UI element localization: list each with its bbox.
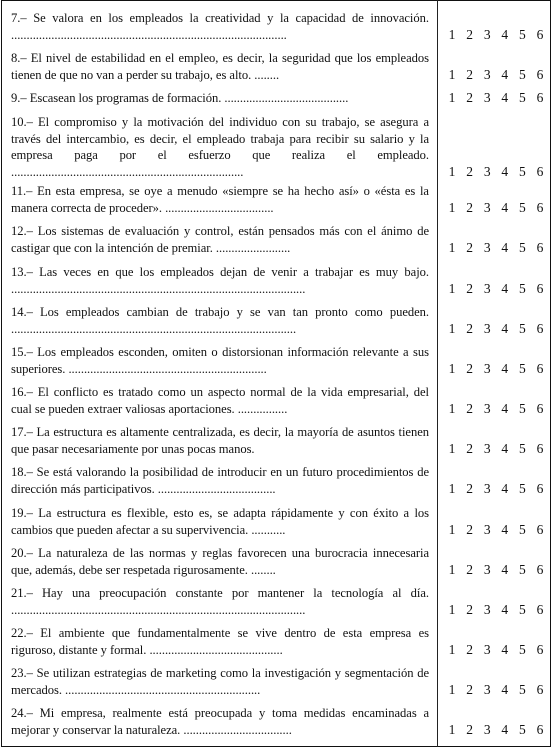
rating-option-1[interactable]: 1: [448, 440, 456, 456]
rating-scale: [446, 90, 546, 107]
rating-scale: [446, 441, 546, 458]
rating-option-5[interactable]: 5: [519, 26, 526, 42]
rating-option-1[interactable]: 1: [448, 681, 456, 697]
item-statement: El nivel de estabilidad en el empleo, es decir, la seguridad que los empleados tienen de que no van a perder su trabajo, es alto. ........: [11, 51, 429, 82]
rating-option-1[interactable]: 1: [448, 601, 456, 617]
item-statement: Escasean los programas de formación. ........................................: [29, 91, 349, 105]
item-text: [11, 10, 429, 43]
item-text: [11, 223, 429, 256]
rating-option-6[interactable]: 6: [536, 521, 544, 537]
rating-option-2[interactable]: 2: [466, 199, 473, 215]
item-statement: Hay una preocupación constante por mantener la tecnología al día. ...............................................................................................: [11, 586, 429, 617]
rating-option-5[interactable]: 5: [519, 199, 526, 215]
item-statement: El compromiso y la motivación del individuo con su trabajo, se asegura a través del intercambio, es decir, el empleado trabaja para recibir su salario y la empresa paga por el esfuerzo que realiza el empleado. ...........................................................................: [11, 115, 429, 179]
rating-option-6[interactable]: 6: [536, 26, 544, 42]
rating-option-4[interactable]: 4: [501, 239, 509, 255]
item-statement: Las veces en que los empleados dejan de venir a trabajar es muy bajo. ...............................................................................................: [11, 265, 429, 296]
rating-option-1[interactable]: 1: [448, 26, 456, 42]
rating-scale: [446, 642, 546, 659]
rating-option-5[interactable]: 5: [519, 681, 526, 697]
item-text: [11, 665, 429, 698]
rating-option-4[interactable]: 4: [501, 90, 509, 105]
rating-option-1[interactable]: 1: [448, 320, 456, 336]
rating-option-2[interactable]: 2: [466, 320, 473, 336]
rating-option-1[interactable]: 1: [448, 280, 456, 296]
item-number: 20.–: [11, 546, 39, 560]
rating-scale: [446, 240, 546, 257]
rating-option-4[interactable]: 4: [501, 561, 509, 577]
rating-option-3[interactable]: 3: [483, 163, 491, 179]
rating-option-3[interactable]: 3: [483, 601, 491, 617]
rating-option-6[interactable]: 6: [536, 199, 544, 215]
rating-option-4[interactable]: 4: [501, 280, 509, 296]
rating-option-2[interactable]: 2: [466, 280, 473, 296]
rating-option-3[interactable]: 3: [483, 26, 491, 42]
rating-option-1[interactable]: 1: [448, 480, 456, 496]
rating-option-6[interactable]: 6: [536, 681, 544, 697]
item-number: 21.–: [11, 586, 42, 600]
rating-option-2[interactable]: 2: [466, 440, 473, 456]
rating-scale: [446, 522, 546, 539]
rating-option-5[interactable]: 5: [519, 440, 526, 456]
rating-scale: [446, 401, 546, 418]
rating-option-3[interactable]: 3: [483, 440, 491, 456]
rating-option-1[interactable]: 1: [448, 641, 456, 657]
rating-scale: [446, 562, 546, 579]
item-text: [11, 304, 429, 337]
rating-option-3[interactable]: 3: [483, 360, 491, 376]
rating-option-3[interactable]: 3: [483, 400, 491, 416]
rating-option-5[interactable]: 5: [519, 400, 526, 416]
item-number: 24.–: [11, 706, 40, 720]
item-text: [11, 585, 429, 618]
rating-scale: [446, 67, 546, 84]
item-text: [11, 114, 429, 180]
rating-option-3[interactable]: 3: [483, 66, 491, 82]
rating-scale: [446, 361, 546, 378]
rating-option-2[interactable]: 2: [466, 66, 473, 82]
rating-option-5[interactable]: 5: [519, 561, 526, 577]
rating-option-6[interactable]: 6: [536, 400, 544, 416]
rating-option-5[interactable]: 5: [519, 66, 526, 82]
item-number: 10.–: [11, 115, 39, 129]
rating-option-2[interactable]: 2: [466, 239, 473, 255]
rating-option-5[interactable]: 5: [519, 360, 526, 376]
rating-option-5[interactable]: 5: [519, 521, 526, 537]
rating-option-6[interactable]: 6: [536, 561, 544, 577]
rating-option-3[interactable]: 3: [483, 721, 491, 737]
rating-option-5[interactable]: 5: [519, 320, 526, 336]
item-number: 15.–: [11, 345, 38, 359]
item-number: 14.–: [11, 305, 40, 319]
rating-option-3[interactable]: 3: [483, 90, 491, 105]
item-number: 17.–: [11, 425, 37, 439]
rating-scale: [446, 164, 546, 181]
item-statement: Los sistemas de evaluación y control, están pensados más con el ánimo de castigar que con la intención de premiar. ........................: [11, 224, 429, 255]
rating-option-4[interactable]: 4: [501, 199, 509, 215]
rating-scale: [446, 682, 546, 699]
rating-option-5[interactable]: 5: [519, 163, 526, 179]
item-statement: Se está valorando la posibilidad de introducir en un futuro procedimientos de dirección más participativos. ......................................: [11, 465, 429, 496]
rating-option-5[interactable]: 5: [519, 90, 526, 105]
rating-option-2[interactable]: 2: [466, 26, 473, 42]
rating-option-6[interactable]: 6: [536, 360, 544, 376]
rating-option-5[interactable]: 5: [519, 480, 526, 496]
rating-option-5[interactable]: 5: [519, 641, 526, 657]
rating-option-1[interactable]: 1: [448, 521, 456, 537]
rating-option-4[interactable]: 4: [501, 400, 509, 416]
item-text: [11, 625, 429, 658]
item-statement: Mi empresa, realmente está preocupada y toma medidas encaminadas a mejorar y conservar la naturaleza. ...................................: [11, 706, 429, 737]
item-statement: El conflicto es tratado como un aspecto normal de la vida empresarial, del cual se pueden extraer valiosas aportaciones. ................: [11, 385, 429, 416]
rating-option-2[interactable]: 2: [466, 90, 473, 105]
rating-option-1[interactable]: 1: [448, 561, 456, 577]
rating-option-3[interactable]: 3: [483, 480, 491, 496]
rating-option-4[interactable]: 4: [501, 641, 509, 657]
rating-scale: [446, 281, 546, 298]
rating-option-5[interactable]: 5: [519, 239, 526, 255]
rating-option-6[interactable]: 6: [536, 163, 544, 179]
rating-scale: [446, 200, 546, 217]
rating-option-5[interactable]: 5: [519, 601, 526, 617]
rating-option-6[interactable]: 6: [536, 721, 544, 737]
item-text: [11, 264, 429, 297]
rating-option-1[interactable]: 1: [448, 90, 456, 105]
rating-option-3[interactable]: 3: [483, 521, 491, 537]
rating-option-2[interactable]: 2: [466, 601, 473, 617]
rating-scale: [446, 27, 546, 44]
rating-scale: [446, 602, 546, 619]
rating-option-4[interactable]: 4: [501, 320, 509, 336]
item-text: [11, 90, 429, 107]
rating-option-5[interactable]: 5: [519, 721, 526, 737]
item-text: [11, 464, 429, 497]
rating-option-3[interactable]: 3: [483, 280, 491, 296]
item-number: 18.–: [11, 465, 37, 479]
rating-option-1[interactable]: 1: [448, 721, 456, 737]
rating-option-6[interactable]: 6: [536, 320, 544, 336]
rating-option-3[interactable]: 3: [483, 641, 491, 657]
item-statement: Se valora en los empleados la creatividad y la capacidad de innovación. .........................................................................................: [11, 11, 429, 42]
item-number: 9.–: [11, 91, 30, 105]
rating-option-4[interactable]: 4: [501, 360, 509, 376]
rating-option-4[interactable]: 4: [501, 163, 509, 179]
rating-option-4[interactable]: 4: [501, 521, 509, 537]
item-number: 23.–: [11, 666, 37, 680]
rating-option-2[interactable]: 2: [466, 681, 473, 697]
item-text: [11, 705, 429, 738]
rating-option-1[interactable]: 1: [448, 163, 456, 179]
rating-option-6[interactable]: 6: [536, 601, 544, 617]
rating-option-1[interactable]: 1: [448, 199, 456, 215]
rating-option-2[interactable]: 2: [466, 480, 473, 496]
item-text: [11, 344, 429, 377]
item-text: [11, 505, 429, 538]
rating-option-2[interactable]: 2: [466, 521, 473, 537]
rating-scale: [446, 481, 546, 498]
rating-option-6[interactable]: 6: [536, 280, 544, 296]
rating-option-6[interactable]: 6: [536, 66, 544, 82]
rating-option-4[interactable]: 4: [501, 480, 509, 496]
rating-option-2[interactable]: 2: [466, 163, 473, 179]
rating-option-1[interactable]: 1: [448, 400, 456, 416]
item-statement: Los empleados esconden, omiten o distorsionan información relevante a sus superiores. ................................................................: [11, 345, 429, 376]
rating-option-6[interactable]: 6: [536, 90, 544, 105]
item-text: [11, 50, 429, 83]
rating-option-3[interactable]: 3: [483, 320, 491, 336]
rating-scale: [446, 722, 546, 739]
rating-option-3[interactable]: 3: [483, 239, 491, 255]
rating-option-2[interactable]: 2: [466, 641, 473, 657]
rating-option-4[interactable]: 4: [501, 440, 509, 456]
item-text: [11, 183, 429, 216]
item-statement: La estructura es flexible, esto es, se adapta rápidamente y con éxito a los cambios que pueden afectar a su supervivencia. ...........: [11, 506, 429, 537]
item-number: 22.–: [11, 626, 41, 640]
rating-scale: [446, 321, 546, 338]
rating-option-3[interactable]: 3: [483, 199, 491, 215]
item-text: [11, 545, 429, 578]
rating-option-2[interactable]: 2: [466, 561, 473, 577]
rating-option-2[interactable]: 2: [466, 400, 473, 416]
rating-option-3[interactable]: 3: [483, 681, 491, 697]
rating-option-6[interactable]: 6: [536, 239, 544, 255]
rating-option-4[interactable]: 4: [501, 601, 509, 617]
item-statement: El ambiente que fundamentalmente se vive dentro de esta empresa es riguroso, distante y formal. ...........................................: [11, 626, 429, 657]
rating-option-4[interactable]: 4: [501, 721, 509, 737]
item-text: [11, 384, 429, 417]
item-statement: La estructura es altamente centralizada, es decir, la mayoría de asuntos tienen que pasar necesariamente por unas pocas manos.: [11, 425, 429, 456]
item-number: 19.–: [11, 506, 39, 520]
item-number: 11.–: [11, 184, 38, 198]
item-number: 16.–: [11, 385, 38, 399]
item-number: 12.–: [11, 224, 38, 238]
rating-option-2[interactable]: 2: [466, 360, 473, 376]
column-divider: [437, 0, 438, 747]
rating-option-1[interactable]: 1: [448, 66, 456, 82]
item-number: 7.–: [11, 11, 34, 25]
rating-option-2[interactable]: 2: [466, 721, 473, 737]
rating-option-6[interactable]: 6: [536, 641, 544, 657]
item-text: [11, 424, 429, 457]
rating-option-4[interactable]: 4: [501, 681, 509, 697]
rating-option-1[interactable]: 1: [448, 239, 456, 255]
rating-option-3[interactable]: 3: [483, 561, 491, 577]
item-statement: Los empleados cambian de trabajo y se van tan pronto como pueden. ............................................................................................: [11, 305, 429, 336]
rating-option-6[interactable]: 6: [536, 440, 544, 456]
rating-option-4[interactable]: 4: [501, 26, 509, 42]
item-number: 8.–: [11, 51, 31, 65]
rating-option-1[interactable]: 1: [448, 360, 456, 376]
rating-option-6[interactable]: 6: [536, 480, 544, 496]
rating-option-5[interactable]: 5: [519, 280, 526, 296]
item-statement: En esta empresa, se oye a menudo «siempre se ha hecho así» o «ésta es la manera correcta de proceder». ...................................: [11, 184, 429, 215]
item-statement: Se utilizan estrategias de marketing como la investigación y segmentación de mercados. ...............................................................: [11, 666, 429, 697]
rating-option-4[interactable]: 4: [501, 66, 509, 82]
item-number: 13.–: [11, 265, 40, 279]
item-statement: La naturaleza de las normas y reglas favorecen una burocracia innecesaria que, además, debe ser respetada rigurosamente. ........: [11, 546, 429, 577]
